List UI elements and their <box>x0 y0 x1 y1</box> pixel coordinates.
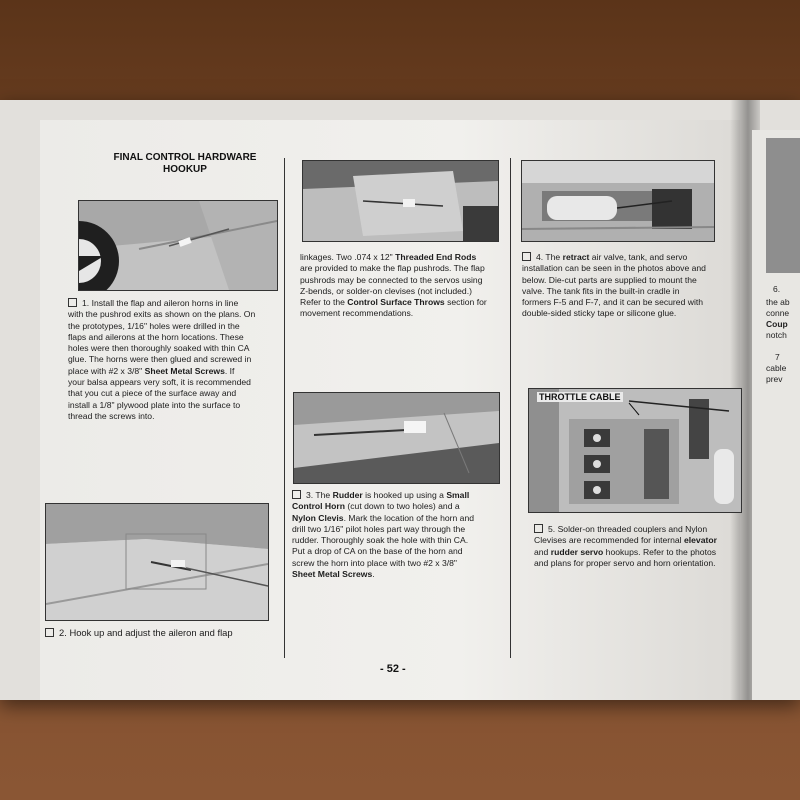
photo-servo-installation-image <box>529 389 741 512</box>
photo-servo-installation <box>528 388 742 513</box>
checkbox-step-3[interactable] <box>292 490 301 499</box>
photo-flap-horn <box>45 503 269 621</box>
checkbox-step-1[interactable] <box>68 298 77 307</box>
photo-flap-pushrod-image <box>303 161 498 241</box>
step-2-text: 2. Hook up and adjust the aileron and flap <box>45 627 275 638</box>
photo-flap-pushrod <box>302 160 499 242</box>
checkbox-step-5[interactable] <box>534 524 543 533</box>
checkbox-step-4[interactable] <box>522 252 531 261</box>
step-4-text: 4. The retract air valve, tank, and servo installation can be seen in the photos above and below. Die-cut parts are supplied to mount the valve. The tank fits in the built-in cradle in formers F-5 and F-7, and it can be secured with double-sided sticky tape or silicone glue. <box>522 252 706 319</box>
throttle-cable-label: THROTTLE CABLE <box>539 392 621 402</box>
page-number: - 52 - <box>380 663 406 675</box>
photo-aileron-horn <box>78 200 278 291</box>
next-page-fragment: 7 <box>775 352 780 362</box>
photo-retract-tank <box>521 160 715 242</box>
photo-flap-horn-image <box>46 504 268 620</box>
section-title: FINAL CONTROL HARDWARE HOOKUP <box>113 152 257 175</box>
step-1-text: 1. Install the flap and aileron horns in line with the pushrod exits as shown on the plans. On the prototypes, 1/16" holes were drilled in the flaps and ailerons at the horn locations. These holes were then thoroughly soaked with thin CA glue. The horns were then glued and screwed in place with #2 x 3/8" Sheet Metal Screws. If your balsa appears very soft, it is recommended that you cut a piece of the surface away and install a 1/8" plywood plate into the surface to thread the screws into. <box>68 298 256 421</box>
checkbox-step-2[interactable] <box>45 628 54 637</box>
step-2-continued-text: linkages. Two .074 x 12" Threaded End Rods are provided to make the flap pushrods. The flap pushrods may be connected to the servos using Z-bends, or solder-on clevises (not included.) Refer to the Control Surface Throws section for movement recommendations. <box>300 252 487 319</box>
column-divider <box>284 158 285 658</box>
next-page-fragment: notch <box>766 330 787 340</box>
next-page-fragment: cable <box>766 363 787 373</box>
step-3-text: 3. The Rudder is hooked up using a Small Control Horn (cut down to two holes) and a Nylon Clevis. Mark the location of the horn and drill two 1/16" pilot holes part way through the rudder. Thoroughly soak the hole with thin CA. Put a drop of CA on the base of the horn and screw the horn into place with two #2 x 3/8" Sheet Metal Screws. <box>292 490 475 580</box>
photo-rudder-horn <box>293 392 500 484</box>
next-page-fragment: conne <box>766 308 790 318</box>
column-divider <box>510 158 511 658</box>
next-page-fragment: 6. <box>773 284 781 294</box>
photo-rudder-horn-image <box>294 393 499 483</box>
next-page-photo <box>766 138 800 273</box>
next-page-fragment: the ab <box>766 297 790 307</box>
next-page-fragment: prev <box>766 374 783 384</box>
next-page-fragment: Coup <box>766 319 788 329</box>
photo-aileron-horn-image <box>79 201 277 290</box>
step-5-text: 5. Solder-on threaded couplers and Nylon Clevises are recommended for internal elevator and rudder servo hookups. Refer to the photos and plans for proper servo and horn orientation. <box>534 524 717 568</box>
next-page <box>752 130 800 700</box>
photo-retract-tank-image <box>522 161 714 241</box>
